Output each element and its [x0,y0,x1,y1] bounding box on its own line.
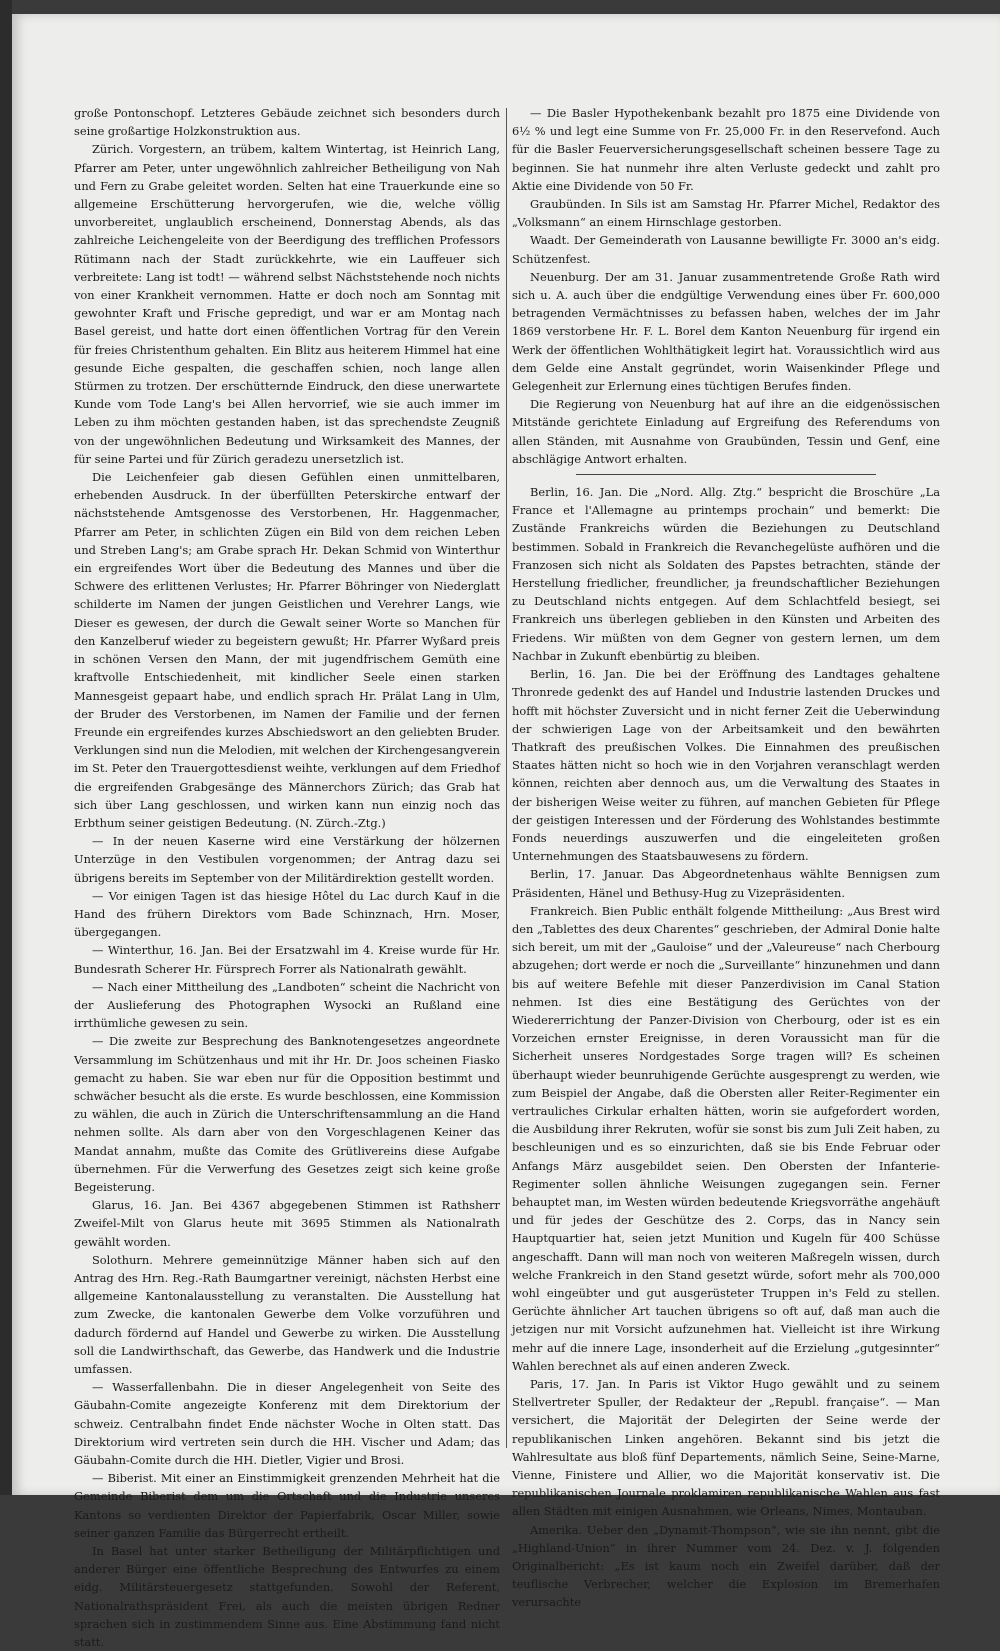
paragraph: — Wasserfallenbahn. Die in dieser Angelegenheit von Seite des Gäubahn-Comite angezeigte Konferenz mit dem Direktorium der schweiz. Centralbahn findet Ende nächster Woche in Olten statt. Das Direktorium wird vertreten sein durch die HH. Vischer und Adam; das Gäubahn-Comite durch die HH. Dietler, Vigier und Brosi. [74,1380,500,1468]
paragraph: Berlin, 17. Januar. Das Abgeordnetenhaus wählte Bennigsen zum Präsidenten, Hänel und Bethusy-Hug zu Vizepräsidenten. [512,867,940,900]
paragraph: — Winterthur, 16. Jan. Bei der Ersatzwahl im 4. Kreise wurde für Hr. Bundesrath Scherer Hr. Fürsprech Forrer als Nationalrath gewählt. [74,943,500,976]
paragraph: Glarus, 16. Jan. Bei 4367 abgegebenen Stimmen ist Rathsherr Zweifel-Milt von Glarus heute mit 3695 Stimmen als Nationalrath gewählt worden. [74,1198,500,1249]
paragraph: — Die zweite zur Besprechung des Banknotengesetzes angeordnete Versammlung im Schützenhaus und mit ihr Hr. Dr. Joos scheinen Fiasko gemacht zu haben. Sie war eben nur für die Opposition bestimmt und schwächer besucht als die erste. Es wurde beschlossen, eine Kommission zu wählen, die auch in Zürich die Unterschriftensammlung an die Hand nehmen sollte. Als darn aber von den Vorgeschlagenen Keiner das Mandat annahm, mußte das Comite des Grütlivereins diese Aufgabe übernehmen. Für die Verwerfung des Gesetzes zeigt sich keine große Begeisterung. [74,1034,500,1194]
column-divider [506,108,507,1448]
paragraph: Amerika. Ueber den „Dynamit-Thompson“, wie sie ihn nennt, gibt die „Highland-Union“ in ihrer Nummer vom 24. Dez. v. J. folgenden Originalbericht: „Es ist kaum noch ein Zweifel darüber, daß der teuflische Verbrecher, welcher die Explosion im Bremerhafen verursachte [512,1522,940,1610]
paragraph: — In der neuen Kaserne wird eine Verstärkung der hölzernen Unterzüge in den Vestibulen vorgenommen; der Antrag dazu sei übrigens bereits im September von der Militärdirektion gestellt worden. [74,834,500,885]
paragraph: Paris, 17. Jan. In Paris ist Viktor Hugo gewählt und zu seinem Stellvertreter Spuller, der Redakteur der „Republ. française“. — Man versichert, die Majorität der Delegirten der Seine werde der republikanischen Linken angehören. Bekannt sind bis jetzt die Wahlresultate aus bloß fünf Departements, nämlich Seine, Seine-Marne, Vienne, Finistere und Allier, wo die Majorität konservativ ist. Die republikanischen Journale proklamiren republikanische Wahlen aus fast allen Städten mit einigen Ausnahmen, wie Orleans, Nimes, Montauban. [512,1377,940,1519]
paragraph: — Nach einer Mittheilung des „Landboten“ scheint die Nachricht von der Auslieferung des Photographen Wysocki an Rußland eine irrthümliche gewesen zu sein. [74,979,500,1031]
paragraph: — Die Basler Hypothekenbank bezahlt pro 1875 eine Dividende von 6½ % und legt eine Summe von Fr. 25,000 Fr. in den Reservefond. Auch für die Basler Feuerversicherungsgesellschaft scheinen bessere Tage zu beginnen. Sie hat nunmehr ihre alten Verluste gedeckt und zahlt pro Aktie eine Dividende von 50 Fr. [512,106,940,193]
paragraph: — Biberist. Mit einer an Einstimmigkeit grenzenden Mehrheit hat die Gemeinde Biberist dem um die Ortschaft und die Industrie unseres Kantons so verdienten Direktor der Papierfabrik, Oscar Miller, sowie seiner ganzen Familie das Bürgerrecht ertheilt. [74,1471,500,1540]
paragraph: In Basel hat unter starker Betheiligung der Militärpflichtigen und anderer Bürger eine öffentliche Besprechung des Entwurfes zu einem eidg. Militärsteuergesetz stattgefunden. Sowohl der Referent, Nationalrathspräsident Frei, als auch die meisten übrigen Redner sprachen sich in zustimmendem Sinne aus. Eine Abstimmung fand nicht statt. [74,1544,500,1650]
paragraph: Die Leichenfeier gab diesen Gefühlen einen unmittelbaren, erhebenden Ausdruck. In der überfüllten Peterskirche entwarf der nächststehende Amtsgenosse des Verstorbenen, Hr. Haggenmacher, Pfarrer am Peter, in schlichten Zügen ein Bild von dem reichen Leben und Streben Lang's; am Grabe sprach Hr. Dekan Schmid von Winterthur ein ergreifendes Wort über die Bedeutung des Mannes und über die Schwere des erlittenen Verlustes; Hr. Pfarrer Böhringer von Niederglatt schilderte im Namen der jungen Geistlichen und Verehrer Langs, wie Dieser es gewesen, der durch die Gewalt seiner Worte so Manchen für den Kanzelberuf wieder zu begeistern gewußt; Hr. Pfarrer Wyßard preis in schönen Versen den Mann, der mit jugendfrischem Gemüth eine kraftvolle Entschiedenheit, mit kindlicher Seele einen starken Mannesgeist gepaart habe, und endlich sprach Hr. Prälat Lang in Ulm, der Bruder des Verstorbenen, im Namen der Familie und der fernen Freunde ein ergreifendes kurzes Abschiedswort an den geliebten Bruder. Verklungen sind nun die Melodien, mit welchen der Kirchengesangverein im St. Peter den Trauergottesdienst weihte, verklungen auf dem Friedhof die ergreifenden Grabgesänge des Männerchors Zürich; das Grab hat sich über Lang geschlossen, und wirken kann nun einzig noch das Erbthum seiner geistigen Bedeutung. (N. Zürch.-Ztg.) [74,470,500,830]
left-column [74,104,500,1650]
paragraph: Solothurn. Mehrere gemeinnützige Männer haben sich auf den Antrag des Hrn. Reg.-Rath Baumgartner vereinigt, nächsten Herbst eine allgemeine Kantonalausstellung zu veranstalten. Die Ausstellung hat zum Zwecke, die kantonalen Gewerbe dem Volke vorzuführen und dadurch fördernd auf Handel und Gewerbe zu wirken. Die Ausstellung soll die Landwirthschaft, das Gewerbe, das Handwerk und die Industrie umfassen. [74,1252,500,1377]
paragraph: Berlin, 16. Jan. Die bei der Eröffnung des Landtages gehaltene Thronrede gedenkt des auf Handel und Industrie lastenden Druckes und hofft mit höchster Zuversicht und in nicht ferner Zeit die Ueberwindung der schwierigen Lage von der Arbeitsamkeit und den bewährten Thatkraft des preußischen Volkes. Die Einnahmen des preußischen Staates hätten nicht so hoch wie in den Vorjahren veranschlagt werden können, reichten aber dennoch aus, um die Verwaltung des Staates in der bisherigen Weise weiter zu führen, auf manchen Gebieten für Pflege der geistigen Interessen und der Förderung des Wohlstandes bestimmte Fonds neuerdings auszuwerfen und die eingeleiteten großen Unternehmungen des Staatsbauwesens zu fördern. [512,667,940,864]
paragraph: Waadt. Der Gemeinderath von Lausanne bewilligte Fr. 3000 an's eidg. Schützenfest. [512,233,940,266]
paragraph: große Pontonschopf. Letzteres Gebäude zeichnet sich besonders durch seine großartige Holzkonstruktion aus. [74,106,500,139]
paragraph: Frankreich. Bien Public enthält folgende Mittheilung: „Aus Brest wird den „Tablettes des deux Charentes“ geschrieben, der Admiral Donie halte sich bereit, um mit der „Gauloise“ und der „Valeureuse“ nach Cherbourg abzugehen; dort werde er noch die „Surveillante“ hinzunehmen und dann bis auf weitere Befehle mit dieser Panzerdivision im Canal Station nehmen. Ist dies eine Bestätigung des Gerüchtes von der Wiedererrichtung der Panzer-Division von Cherbourg, oder ist es ein Vorzeichen ernster Ereignisse, in deren Voraussicht man für die Sicherheit unseres Nordgestades Sorge tragen will? Es scheinen überhaupt wieder beunruhigende Gerüchte ausgesprengt zu werden, wie zum Beispiel der Angabe, daß die Obersten aller Reiter-Regimenter ein vertrauliches Cirkular erhalten hätten, worin sie aufgefordert worden, die Ausbildung ihrer Rekruten, wofür sie sonst bis zum Juli Zeit haben, zu beschleunigen und es so einzurichten, daß sie bis Ende Februar oder Anfangs März ausgebildet seien. Den Obersten der Infanterie-Regimenter sollen ähnliche Weisungen zugegangen sein. Ferner behauptet man, im Westen würden bedeutende Kriegsvorräthe angehäuft und für jedes der Geschütze des 2. Corps, das in Nancy sein Hauptquartier hat, seien jetzt Munition und Kugeln für 400 Schüsse angeschafft. Dann will man noch von weiteren Maßregeln wissen, durch welche Frankreich in den Stand gesetzt würde, sofort mehr als 700,000 wohl eingeübter und gut ausgerüsteter Truppen in's Feld zu stellen. Gerüchte ähnlicher Art tauchen übrigens so oft auf, daß man auch die jetzigen nur mit Vorsicht aufzunehmen hat. Vielleicht ist ihre Wirkung mehr auf die innere Lage, insonderheit auf die Erzielung „gutgesinnter“ Wahlen berechnet als auf einen anderen Zweck. [512,903,940,1373]
paragraph: Graubünden. In Sils ist am Samstag Hr. Pfarrer Michel, Redaktor des „Volksmann“ an einem Hirnschlage gestorben. [512,197,940,230]
paragraph: Zürich. Vorgestern, an trübem, kaltem Wintertag, ist Heinrich Lang, Pfarrer am Peter, unter ungewöhnlich zahlreicher Betheiligung von Nah und Fern zu Grabe geleitet worden. Selten hat eine Trauerkunde eine so allgemeine Erschütterung hervorgerufen, wie die, welche völlig unvorbereitet, unglaublich erscheinend, Donnerstag Abends, als das zahlreiche Leichengeleite von der Beerdigung des trefflichen Professors Rütimann nach der Stadt zurückkehrte, wie ein Lauffeuer sich verbreitete: Lang ist todt! — während selbst Nächststehende noch nichts von einer Krankheit vernommen. Hatte er doch noch am Sonntag mit gewohnter Kraft und Frische gepredigt, und war er am Montag nach Basel gereist, und hatte dort einen öffentlichen Vortrag für den Verein für freies Christenthum gehalten. Ein Blitz aus heiterem Himmel hat eine gesunde Eiche gespalten, die geschaffen schien, noch lange allen Stürmen zu trotzen. Der erschütternde Eindruck, den diese unerwartete Kunde vom Tode Lang's bei Allen hervorrief, wie sie auch immer im Leben zu ihm möchten gestanden haben, ist das sprechendste Zeugniß von der ungewöhnlichen Bedeutung und Wirksamkeit des Mannes, der für seine Partei und für Zürich geradezu unersetzlich ist. [74,142,500,466]
scanner-edge [0,0,12,1495]
section-rule [576,474,876,475]
paragraph: Neuenburg. Der am 31. Januar zusammentretende Große Rath wird sich u. A. auch über die endgültige Verwendung eines über Fr. 600,000 betragenden Vermächtnisses zu befassen haben, welches der im Jahr 1869 verstorbene Hr. F. L. Borel dem Kanton Neuenburg für irgend ein Werk der öffentlichen Wohlthätigkeit legirt hat. Voraussichtlich wird aus dem Gelde eine Anstalt gegründet, worin Waisenkinder Pflege und Gelegenheit zur Erlernung eines tüchtigen Berufes finden. [512,269,940,394]
paragraph: Berlin, 16. Jan. Die „Nord. Allg. Ztg.“ bespricht die Broschüre „La France et l'Allemagne au printemps prochain“ und bemerkt: Die Zustände Frankreichs würden die Beziehungen zu Deutschland bestimmen. Sobald in Frankreich die Revanchegelüste aufhören und die Franzosen sich nicht als Soldaten des Papstes betrachten, stände der Herstellung friedlicher, freundlicher, ja freundschaftlicher Beziehungen zu Deutschland nichts entgegen. Auf dem Schlachtfeld besiegt, sei Frankreich uns überlegen geblieben in den Künsten und Arbeiten des Friedens. Wir müßten von dem Gegner von gestern lernen, um dem Nachbar in Zukunft ebenbürtig zu bleiben. [512,485,940,663]
paragraph: — Vor einigen Tagen ist das hiesige Hôtel du Lac durch Kauf in die Hand des frühern Direktors vom Bade Schinznach, Hrn. Moser, übergegangen. [74,888,500,940]
paragraph: Die Regierung von Neuenburg hat auf ihre an die eidgenössischen Mitstände gerichtete Einladung auf Ergreifung des Referendums von allen Ständen, mit Ausnahme von Graubünden, Tessin und Genf, eine abschlägige Antwort erhalten. [512,397,940,466]
right-column [512,104,940,1610]
